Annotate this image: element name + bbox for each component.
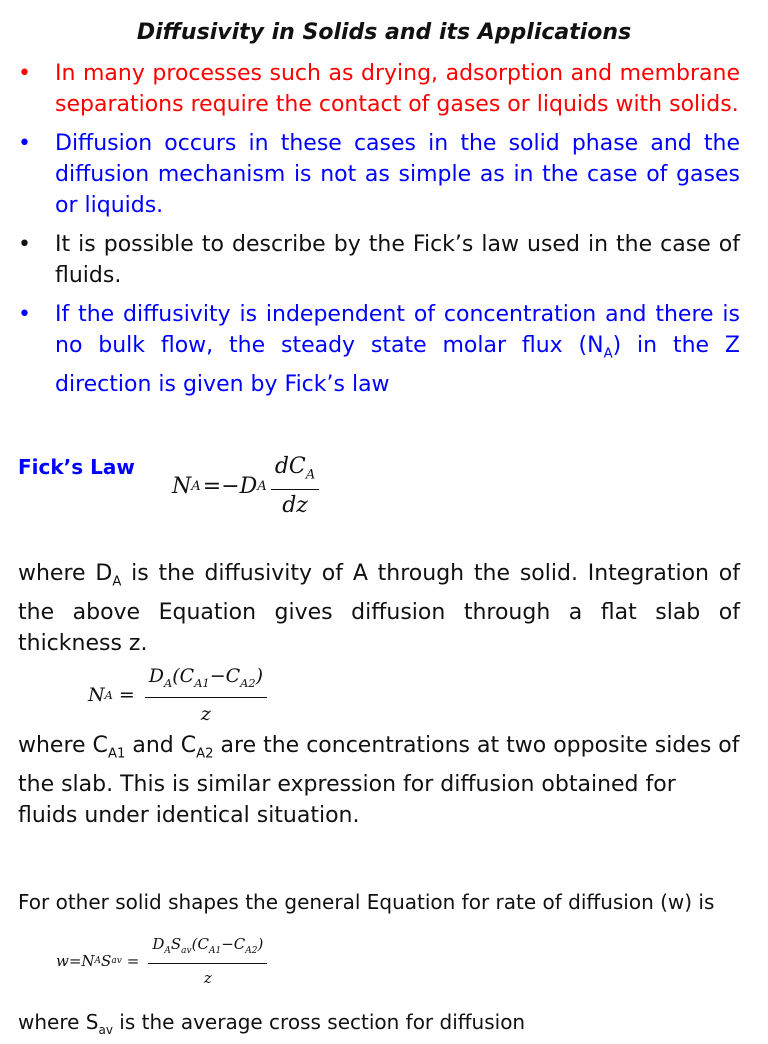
slab-flux-equation: N A = $\frac{D_A(C_{A1}-C_{A2})}{z}$ (88, 664, 267, 726)
bullet-icon: • (18, 61, 31, 86)
bullet-item (18, 128, 740, 221)
bullet-item (18, 58, 740, 120)
rate-of-diffusion-equation: w =N A S av = $\frac{D_AS_{av}(C_{A1}-C_{A2})}{z}$ (56, 934, 267, 988)
bullet-list (18, 58, 740, 408)
ficks-law-equation: N A =−D A $\frac{dC_A}{dz}$ (172, 455, 319, 518)
ficks-law-label: Fick’s Law (18, 455, 135, 479)
paragraph-concentrations: where $C_{A1}$ and $C_{A2}$ are the concentrations at two opposite sides of the slab. This is similar expression for diffusion obtained for fluids under identical situation. (18, 733, 740, 829)
bullet-icon: • (18, 232, 31, 257)
page-title: Diffusivity in Solids and its Applications (136, 20, 632, 45)
bullet-text: It is possible to describe by the Fick’s law used in the case of fluids. (55, 232, 740, 288)
bullet-text: If the diffusivity is independent of concentration and there is no bulk flow, the steady state molar flux $(N_A)$ in the Z direction is given by Fick’s law (55, 302, 740, 398)
equation-fraction: $\frac{D_AS_{av}(C_{A1}-C_{A2})}{z}$ (148, 934, 267, 988)
bullet-item (18, 229, 740, 291)
paragraph-other-shapes: For other solid shapes the general Equation for rate of diffusion (w) is (18, 890, 715, 914)
equation-fraction: $\frac{dC_A}{dz}$ (271, 455, 319, 518)
equation-fraction: $\frac{D_A(C_{A1}-C_{A2})}{z}$ (145, 664, 267, 726)
bullet-text: In many processes such as drying, adsorption and membrane separations require the contact of gases or liquids with solids. (55, 61, 740, 117)
bullet-item (18, 299, 740, 400)
paragraph-cross-section: where $S_{av}$ is the average cross section for diffusion (18, 1010, 526, 1037)
bullet-icon: • (18, 131, 31, 156)
bullet-icon: • (18, 302, 31, 327)
paragraph-integration: where $D_A$ is the diffusivity of A through the solid. Integration of the above Equation gives diffusion through a flat slab of thickness z. (18, 561, 740, 657)
bullet-text: Diffusion occurs in these cases in the solid phase and the diffusion mechanism is not as simple as in the case of gases or liquids. (55, 131, 740, 218)
